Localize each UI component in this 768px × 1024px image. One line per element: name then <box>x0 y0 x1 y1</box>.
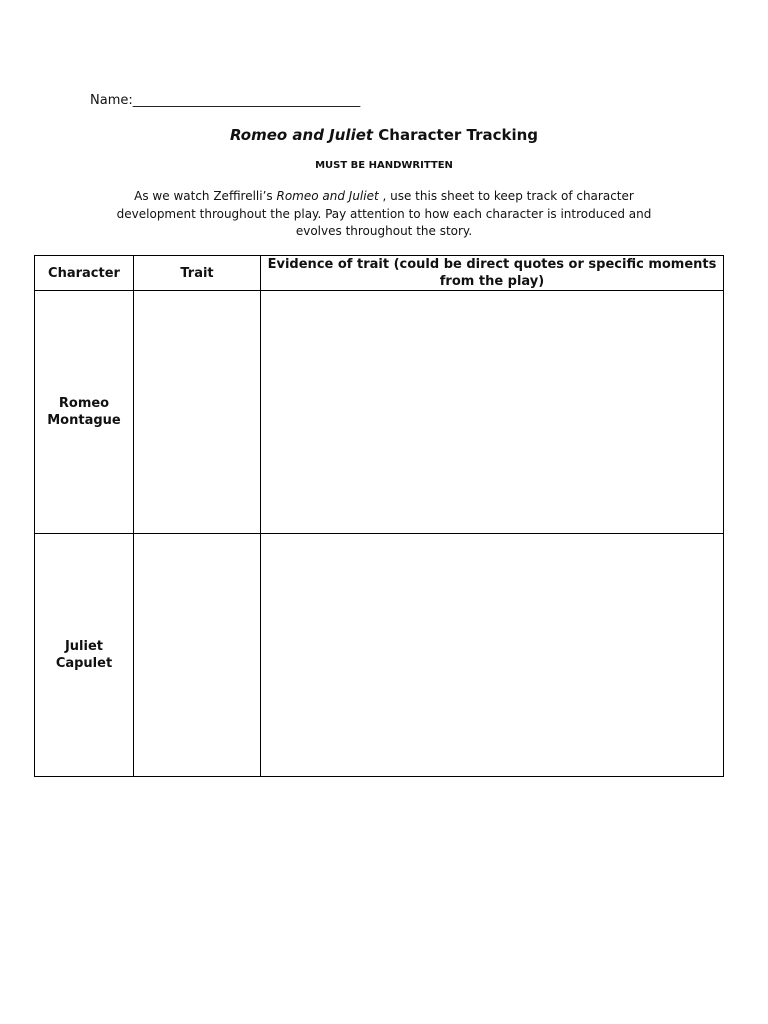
table-header-row <box>35 256 724 291</box>
instructions-italic: Romeo and Juliet <box>276 189 379 203</box>
character-cell <box>35 291 134 534</box>
instructions-part1: As we watch Zeffirelli’s <box>134 189 277 203</box>
name-label: Name: <box>90 93 133 108</box>
character-cell <box>35 534 134 777</box>
character-last-name: Capulet <box>55 656 113 671</box>
handwritten-notice: MUST BE HANDWRITTEN <box>315 160 453 171</box>
instructions-paragraph <box>98 188 670 241</box>
trait-cell[interactable] <box>134 534 261 777</box>
character-first-name: Juliet <box>64 639 104 654</box>
page-title <box>0 125 768 145</box>
instructions-part2: , use this sheet to keep track of character development throughout the play. Pay attention to how each character is introduced and evolves throughout the story. <box>116 189 652 238</box>
header-character: Character <box>35 256 134 291</box>
character-tracking-table <box>34 255 724 777</box>
header-evidence: Evidence of trait (could be direct quotes or specific moments from the play) <box>261 256 724 291</box>
table-row <box>35 291 724 534</box>
name-blank-line[interactable]: ___________________________________ <box>132 93 361 108</box>
header-trait: Trait <box>134 256 261 291</box>
title-rest: Character Tracking <box>378 126 539 144</box>
evidence-cell[interactable] <box>261 291 724 534</box>
character-last-name: Montague <box>47 413 121 428</box>
name-field[interactable] <box>90 92 360 110</box>
character-first-name: Romeo <box>58 396 110 411</box>
title-italic: Romeo and Juliet <box>229 126 374 144</box>
table-row <box>35 534 724 777</box>
trait-cell[interactable] <box>134 291 261 534</box>
evidence-cell[interactable] <box>261 534 724 777</box>
